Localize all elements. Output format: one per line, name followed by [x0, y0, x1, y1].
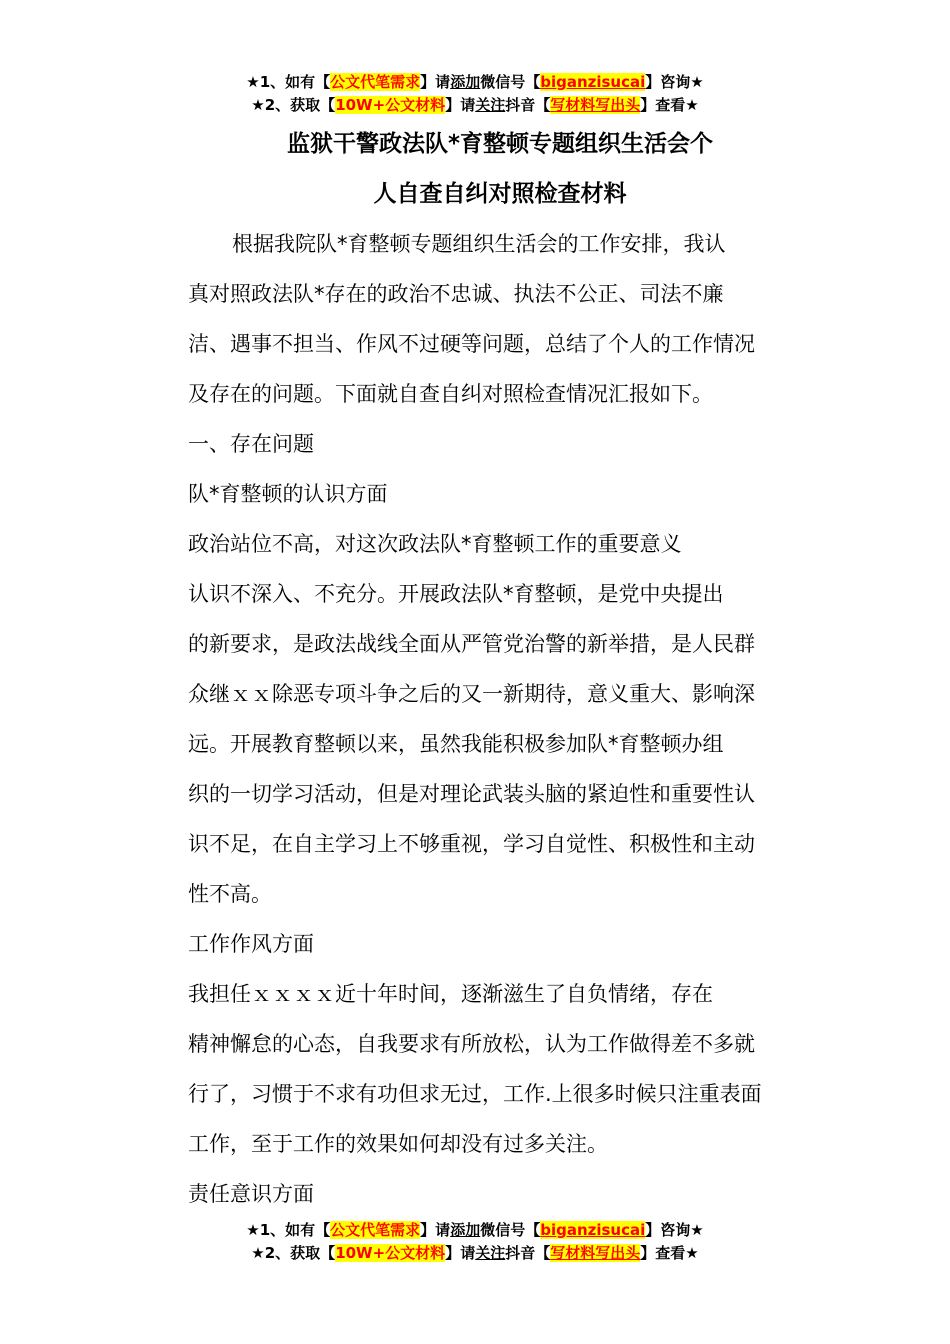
promo-text: 】请	[445, 96, 476, 114]
paragraph-line: 我担任ｘｘｘｘ近十年时间，逐渐滋生了自负情绪，存在	[188, 982, 713, 1006]
document-title-line-1: 监狱干警政法队*育整顿专题组织生活会个	[286, 131, 714, 157]
add-text: 添加	[450, 1221, 481, 1239]
paragraph-line: 织的一切学习活动，但是对理论武装头脑的紧迫性和重要性认	[188, 782, 755, 806]
promo-text: 微信号【	[480, 1221, 541, 1239]
promo-prefix: ★1、如有【	[246, 73, 331, 91]
wechat-id-link[interactable]: biganzisucai	[540, 1221, 646, 1239]
paragraph-line: 洁、遇事不担当、作风不过硬等问题，总结了个人的工作情况	[188, 332, 755, 356]
paragraph-line: 根据我院队*育整顿专题组织生活会的工作安排，我认	[232, 232, 726, 256]
paragraph-line: 认识不深入、不充分。开展政法队*育整顿，是党中央提出	[188, 582, 724, 606]
materials-highlight: 10W+公文材料	[335, 96, 446, 114]
document-title-line-2: 人自查自纠对照检查材料	[373, 181, 627, 207]
service-highlight: 公文代笔需求	[330, 73, 421, 91]
materials-highlight: 10W+公文材料	[335, 1244, 446, 1262]
header-promo-line-1	[0, 70, 950, 94]
paragraph-line: 远。开展教育整顿以来，虽然我能积极参加队*育整顿办组	[188, 732, 724, 756]
service-highlight: 公文代笔需求	[330, 1221, 421, 1239]
promo-suffix: 】咨询★	[645, 73, 704, 91]
douyin-account-link[interactable]: 写材料写出头	[550, 96, 641, 114]
promo-text: 】请	[420, 1221, 451, 1239]
document-body	[188, 219, 828, 1219]
paragraph-line: 行了，习惯于不求有功但求无过，工作.上很多时候只注重表面	[188, 1082, 762, 1106]
paragraph-line: 真对照政法队*存在的政治不忠诚、执法不公正、司法不廉	[188, 282, 724, 306]
douyin-account-link[interactable]: 写材料写出头	[550, 1244, 641, 1262]
follow-text: 关注	[475, 1244, 506, 1262]
subsection-heading: 责任意识方面	[188, 1182, 314, 1206]
promo-prefix: ★2、获取【	[251, 1244, 336, 1262]
add-text: 添加	[450, 73, 481, 91]
paragraph-line: 的新要求，是政法战线全面从严管党治警的新举措，是人民群	[188, 632, 755, 656]
footer-promo-line-2	[0, 1241, 950, 1265]
paragraph-line: 众继ｘｘ除恶专项斗争之后的又一新期待，意义重大、影响深	[188, 682, 755, 706]
promo-text: 】请	[445, 1244, 476, 1262]
promo-suffix: 】咨询★	[645, 1221, 704, 1239]
subsection-heading: 工作作风方面	[188, 932, 314, 956]
paragraph-line: 政治站位不高，对这次政法队*育整顿工作的重要意义	[188, 532, 682, 556]
promo-suffix: 】查看★	[640, 96, 699, 114]
promo-text: 微信号【	[480, 73, 541, 91]
subsection-heading: 队*育整顿的认识方面	[188, 482, 388, 506]
promo-suffix: 】查看★	[640, 1244, 699, 1262]
header-promo-line-2	[0, 93, 950, 117]
promo-text: 抖音【	[505, 1244, 551, 1262]
footer-promo-line-1	[0, 1218, 950, 1242]
promo-text: 】请	[420, 73, 451, 91]
promo-text: 抖音【	[505, 96, 551, 114]
follow-text: 关注	[475, 96, 506, 114]
paragraph-line: 性不高。	[188, 882, 272, 906]
wechat-id-link[interactable]: biganzisucai	[540, 73, 646, 91]
paragraph-line: 工作，至于工作的效果如何却没有过多关注。	[188, 1132, 608, 1156]
paragraph-line: 识不足，在自主学习上不够重视，学习自觉性、积极性和主动	[188, 832, 755, 856]
paragraph-line: 及存在的问题。下面就自查自纠对照检查情况汇报如下。	[188, 382, 713, 406]
section-heading: 一、存在问题	[188, 432, 314, 456]
promo-prefix: ★2、获取【	[251, 96, 336, 114]
promo-prefix: ★1、如有【	[246, 1221, 331, 1239]
paragraph-line: 精神懈怠的心态，自我要求有所放松，认为工作做得差不多就	[188, 1032, 755, 1056]
